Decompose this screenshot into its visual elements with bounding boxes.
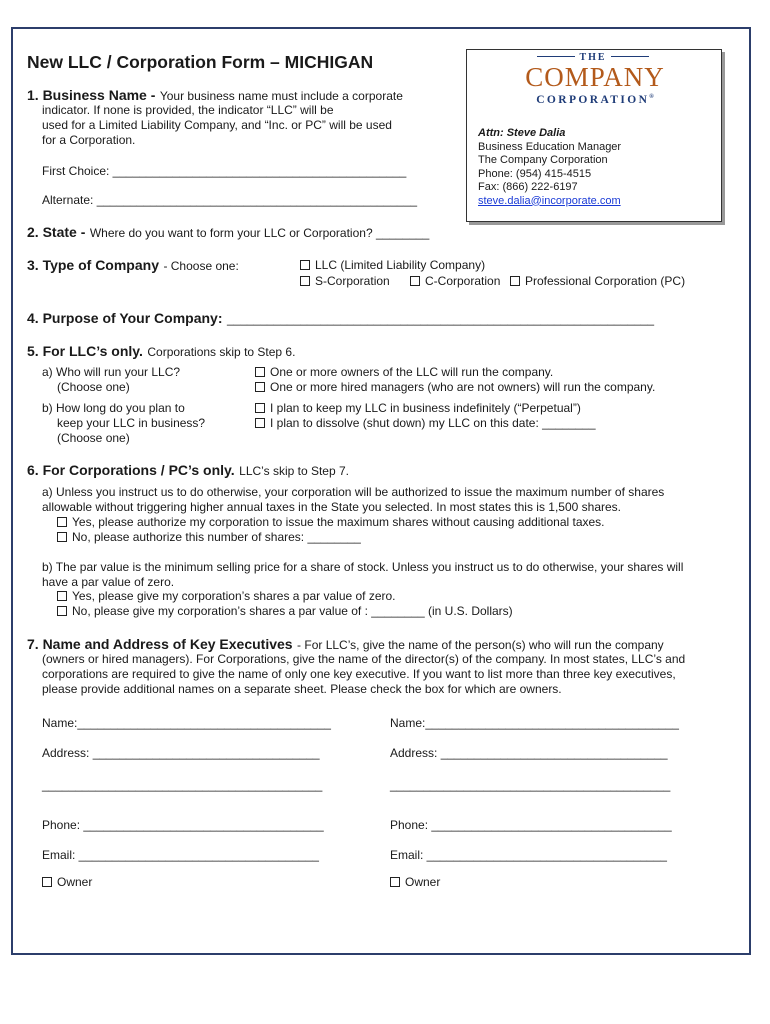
purpose-field: ________________________________________________________________ (226, 312, 655, 326)
par-value-text: have a par value of zero. (42, 575, 175, 589)
checkbox[interactable] (255, 418, 265, 428)
section-7-heading: 7. Name and Address of Key Executives - For LLC’s, give the name of the person(s) who will run the company (27, 636, 664, 652)
contact-box (466, 49, 722, 222)
contact-info (478, 127, 621, 208)
executive-1-email-field[interactable]: Email: ____________________________________ (42, 848, 319, 862)
first-choice-field[interactable]: First Choice: ____________________________________________ (42, 164, 407, 178)
checkbox[interactable] (255, 403, 265, 413)
option-managers-run[interactable]: One or more hired managers (who are not owners) will run the company. (255, 380, 655, 395)
contact-phone: Phone: (954) 415-4515 (478, 167, 592, 180)
section-4-heading: 4. Purpose of Your Company: ________________________________________________________________ (27, 310, 655, 326)
option-dissolve-date[interactable]: I plan to dissolve (shut down) my LLC on this date: ________ (255, 416, 596, 431)
executive-2-address-line2[interactable]: __________________________________________ (390, 778, 671, 792)
option-s-corporation[interactable]: S-Corporation (300, 274, 390, 289)
checkbox[interactable] (255, 382, 265, 392)
checkbox[interactable] (510, 276, 520, 286)
option-par-zero[interactable]: Yes, please give my corporation’s shares a par value of zero. (57, 589, 396, 604)
executive-1-address-line2[interactable]: __________________________________________ (42, 778, 323, 792)
option-number-of-shares[interactable]: No, please authorize this number of shares: ________ (57, 530, 361, 545)
section-5-heading: 5. For LLC’s only. Corporations skip to Step 6. (27, 343, 296, 359)
par-value-text: b) The par value is the minimum selling price for a share of stock. Unless you instruct us to do otherwise, your shares will (42, 560, 684, 574)
section-7-text: corporations are required to give the name of only one key executive. If you want to list more than three key executives, (42, 667, 676, 681)
checkbox[interactable] (42, 877, 52, 887)
checkbox[interactable] (300, 276, 310, 286)
state-field: Where do you want to form your LLC or Corporation? ________ (89, 226, 430, 240)
executive-1-phone-field[interactable]: Phone: ____________________________________ (42, 818, 324, 832)
section-7-text: please provide additional names on a separate sheet. Please check the box for which are owners. (42, 682, 562, 696)
executive-2-email-field[interactable]: Email: ____________________________________ (390, 848, 667, 862)
option-perpetual[interactable]: I plan to keep my LLC in business indefinitely (“Perpetual”) (255, 401, 581, 416)
contact-email-link[interactable]: steve.dalia@incorporate.com (478, 194, 621, 207)
contact-fax: Fax: (866) 222-6197 (478, 181, 578, 193)
question-5b: keep your LLC in business? (57, 416, 206, 430)
executive-2-address-field[interactable]: Address: __________________________________ (390, 746, 668, 760)
question-5b-note: (Choose one) (57, 431, 130, 445)
section-1-text: for a Corporation. (42, 133, 136, 147)
form-title: New LLC / Corporation Form – MICHIGAN (27, 52, 374, 72)
question-5a-note: (Choose one) (57, 380, 130, 394)
contact-attn: Attn: Steve Dalia (478, 127, 566, 139)
contact-org: The Company Corporation (478, 154, 608, 166)
alternate-field[interactable]: Alternate: ________________________________________________ (42, 193, 418, 207)
question-5a: a) Who will run your LLC? (42, 365, 181, 379)
logo-corporation-text: CORPORATION® (536, 94, 654, 106)
checkbox[interactable] (300, 260, 310, 270)
shares-text: a) Unless you instruct us to do otherwise, your corporation will be authorized to issue the maximum number of shares (42, 485, 665, 499)
checkbox[interactable] (57, 532, 67, 542)
logo-the-text: THE (524, 52, 662, 63)
executive-2-phone-field[interactable]: Phone: ____________________________________ (390, 818, 672, 832)
shares-text: allowable without triggering higher annual taxes in the State you selected. In most states this is 1,500 shares. (42, 500, 621, 514)
option-c-corporation[interactable]: C-Corporation (410, 274, 500, 289)
option-owners-run[interactable]: One or more owners of the LLC will run the company. (255, 365, 553, 380)
executive-2-name-field[interactable]: Name:______________________________________ (390, 716, 679, 730)
checkbox[interactable] (410, 276, 420, 286)
checkbox[interactable] (57, 606, 67, 616)
section-7-text: (owners or hired managers). For Corporations, give the name of the director(s) of the company. In most states, LLC’s and (42, 652, 686, 666)
checkbox[interactable] (57, 591, 67, 601)
section-3-heading: 3. Type of Company - Choose one: (27, 257, 239, 273)
section-1-text: indicator. If none is provided, the indicator “LLC” will be (42, 103, 334, 117)
logo-company-text: COMPANY (525, 62, 665, 92)
option-llc[interactable]: LLC (Limited Liability Company) (300, 258, 485, 273)
option-max-shares[interactable]: Yes, please authorize my corporation to issue the maximum shares without causing additional taxes. (57, 515, 605, 530)
executive-1-owner-option[interactable]: Owner (42, 875, 92, 890)
contact-title: Business Education Manager (478, 140, 622, 153)
checkbox[interactable] (390, 877, 400, 887)
executive-2-owner-option[interactable]: Owner (390, 875, 440, 890)
section-6-heading: 6. For Corporations / PC’s only. LLC’s skip to Step 7. (27, 462, 349, 478)
section-2-heading: 2. State - Where do you want to form your LLC or Corporation? ________ (27, 224, 430, 240)
section-1-text: used for a Limited Liability Company, and “Inc. or PC” will be used (42, 118, 392, 132)
section-1-heading: 1. Business Name - Your business name must include a corporate (27, 87, 403, 103)
checkbox[interactable] (57, 517, 67, 527)
executive-1-name-field[interactable]: Name:______________________________________ (42, 716, 331, 730)
option-par-value[interactable]: No, please give my corporation’s shares a par value of : ________ (in U.S. Dollars) (57, 604, 513, 619)
question-5b: b) How long do you plan to (42, 401, 185, 415)
executive-1-address-field[interactable]: Address: __________________________________ (42, 746, 320, 760)
option-professional-corporation[interactable]: Professional Corporation (PC) (510, 274, 685, 289)
checkbox[interactable] (255, 367, 265, 377)
